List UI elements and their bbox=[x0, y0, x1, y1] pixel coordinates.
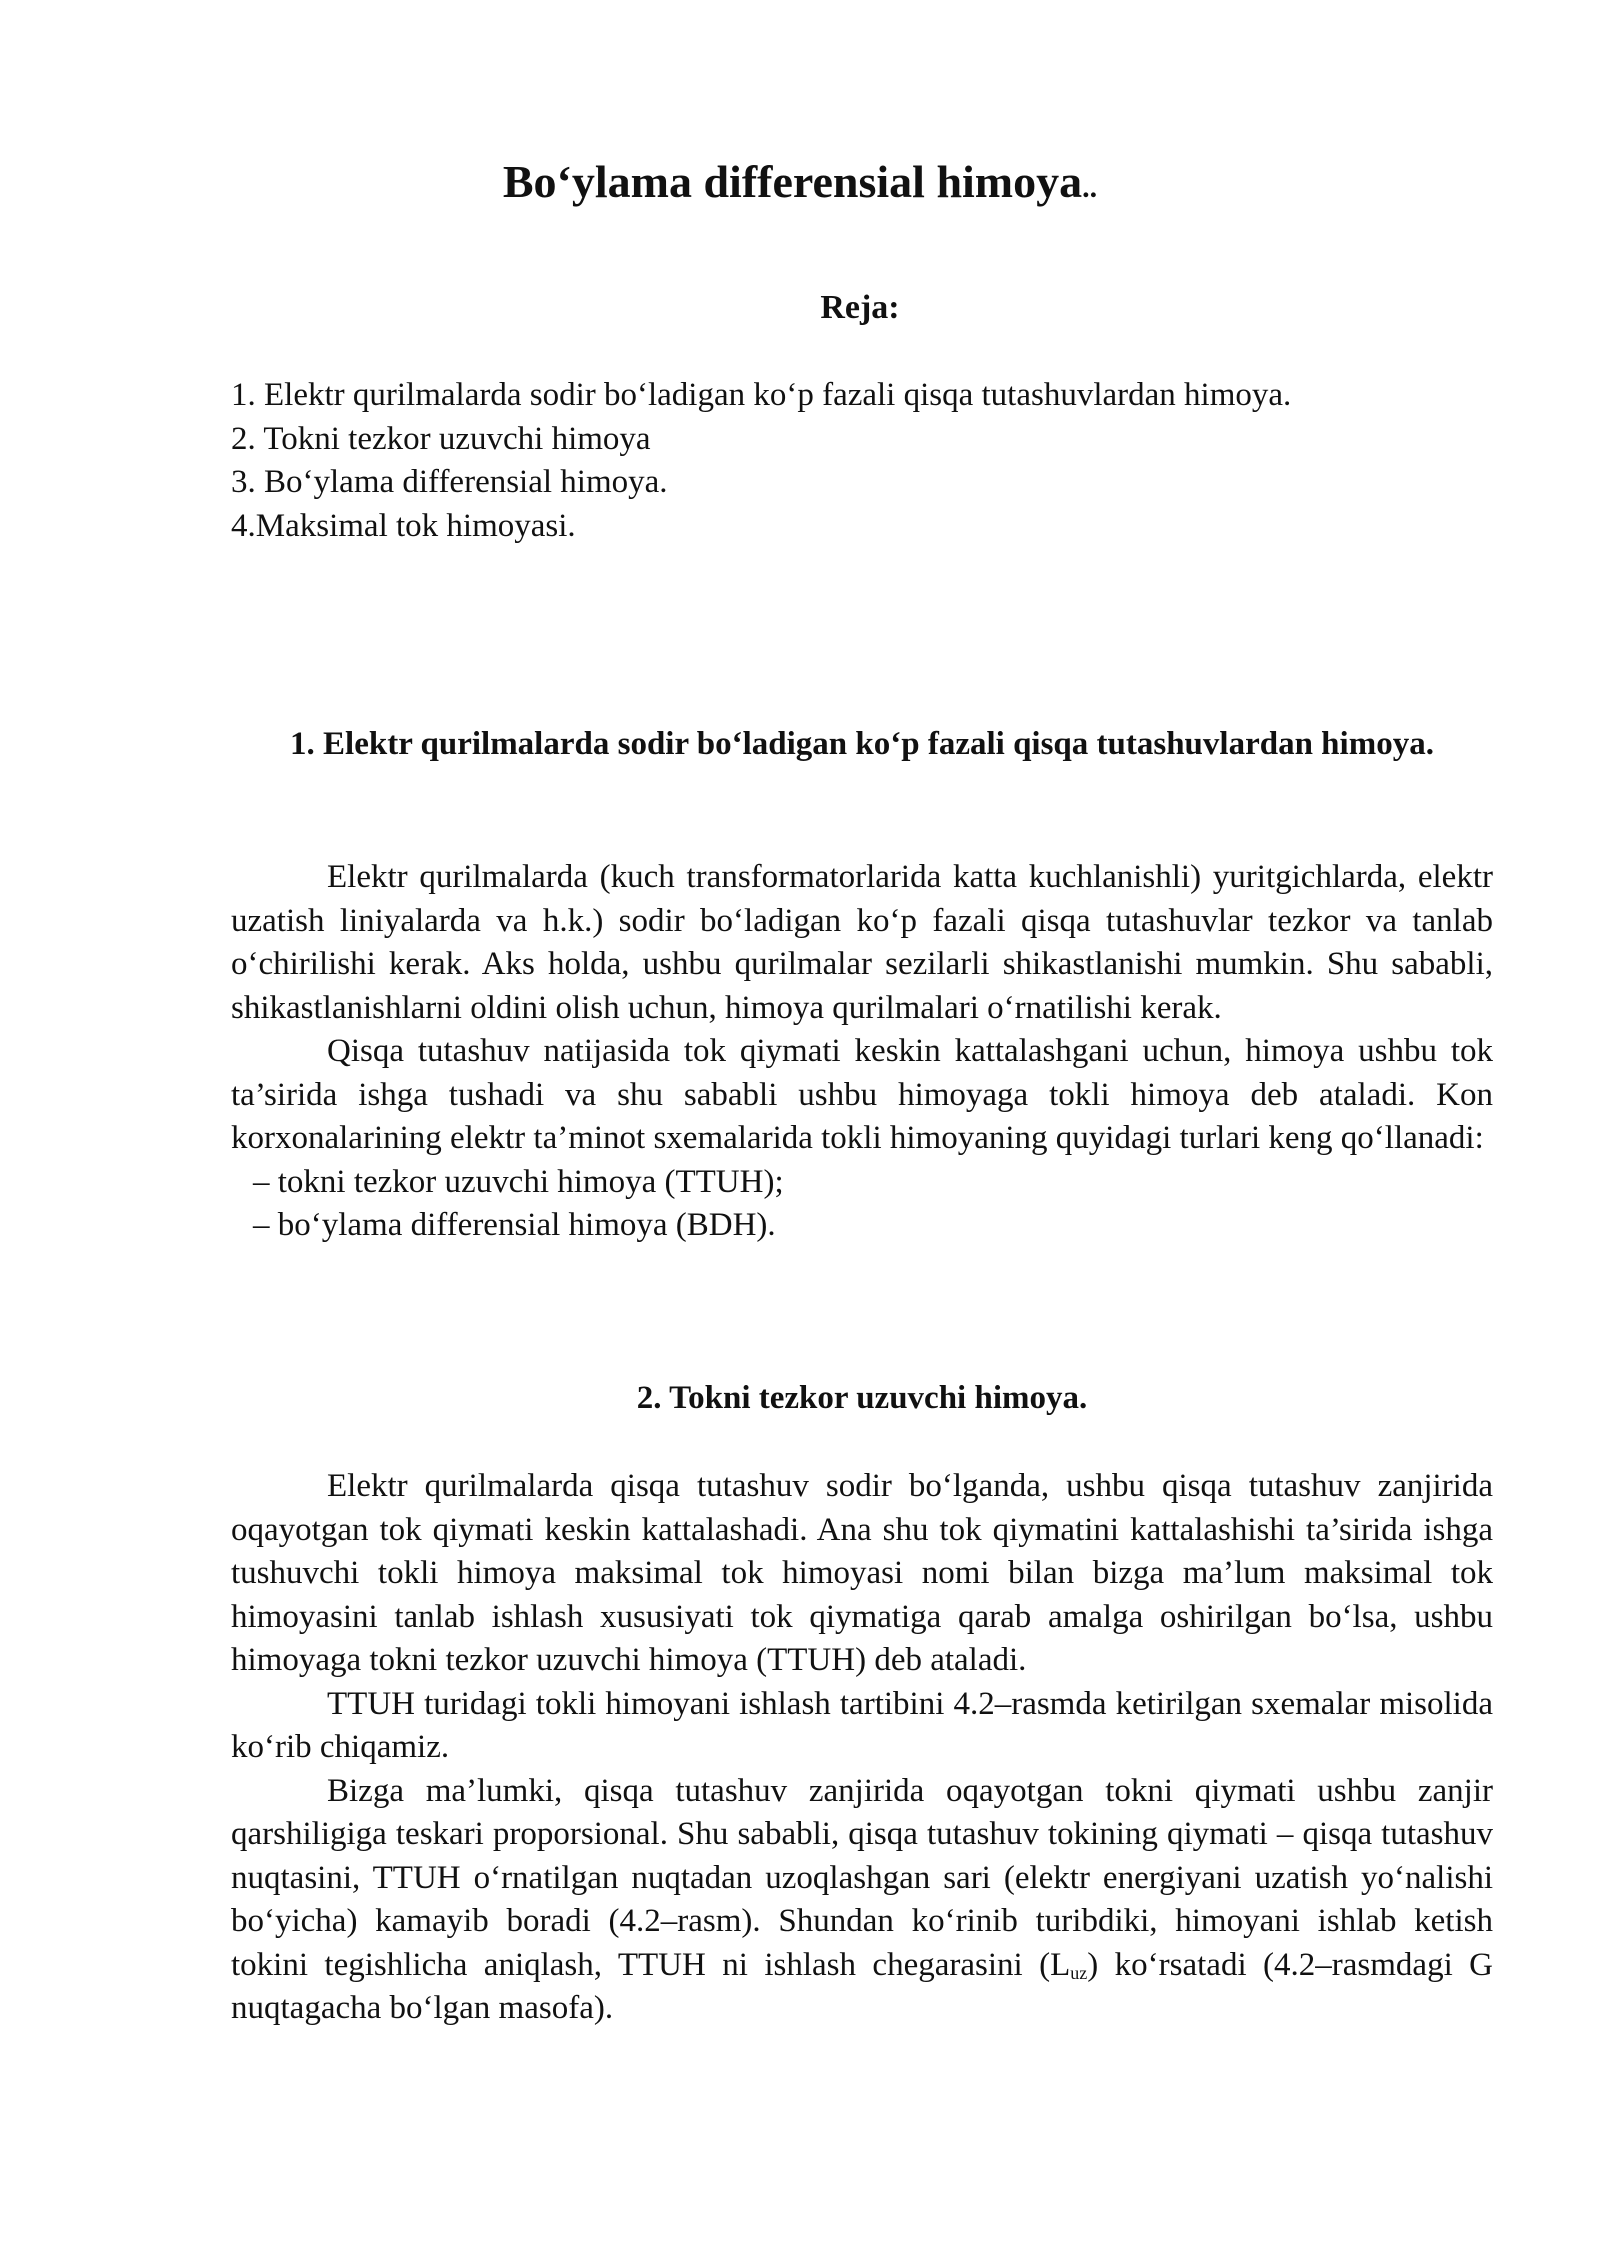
plan-list bbox=[231, 374, 1531, 548]
plan-item: 2. Tokni tezkor uzuvchi himoya bbox=[231, 420, 651, 457]
section-1-heading: 1. Elektr qurilmalarda sodir bo‘ladigan ko‘p fazali qisqa tutashuvlardan himoya. bbox=[290, 726, 1434, 762]
section-1-body bbox=[231, 856, 1493, 1248]
section-2-last-tail: ) ko‘rsatadi (4.2–rasmdagi G nuqtagacha bo‘lgan masofa). bbox=[231, 1946, 1494, 2026]
document-title bbox=[0, 152, 1600, 218]
plan-item: 1. Elektr qurilmalarda sodir bo‘ladigan ko‘p fazali qisqa tutashuvlardan himoya. bbox=[231, 377, 1292, 413]
section-2-paragraph: TTUH turidagi tokli himoyani ishlash tartibini 4.2–rasmda ketirilgan sxemalar misolida ko‘rib chiqamiz. bbox=[231, 1685, 1493, 1765]
section-2-paragraph: Elektr qurilmalarda qisqa tutashuv sodir bo‘lganda, ushbu qisqa tutashuv zanjirida oqayotgan tok qiymati keskin kattalashadi. Ana shu tok qiymatini kattalashishi ta’sirida ishga tushuvchi tokli himoya maksimal tok himoyasi nomi bilan bizga ma’lum maksimal tok himoyasini tanlab ishlash xususiyati tok qiymatiga qarab amalga oshirilgan bo‘lsa, ushbu himoyaga tokni tezkor uzuvchi himoya (TTUH) deb ataladi. bbox=[231, 1468, 1493, 1678]
l-uz-subscript: uz bbox=[1070, 1962, 1088, 1983]
plan-item: 4.Maksimal tok himoyasi. bbox=[231, 507, 576, 544]
plan-label: Reja: bbox=[820, 289, 900, 326]
section-1-list-item: – bo‘ylama differensial himoya (BDH). bbox=[253, 1207, 776, 1243]
section-1-paragraph: Qisqa tutashuv natijasida tok qiymati keskin kattalashgani uchun, himoya ushbu tok ta’sirida ishga tushadi va shu sababli ushbu himoyaga tokli himoya deb ataladi. Kon korxonalarining elektr ta’minot sxemalarida tokli himoyaning quyidagi turlari keng qo‘llanadi: bbox=[231, 1033, 1493, 1156]
section-2-body bbox=[231, 1465, 1493, 2031]
document-title-text: Bo‘ylama differensial himoya bbox=[502, 156, 1083, 207]
plan-item: 3. Bo‘ylama differensial himoya. bbox=[231, 464, 668, 500]
document-title-tail: .. bbox=[1082, 171, 1098, 204]
section-1-paragraph: Elektr qurilmalarda (kuch transformatorlarida katta kuchlanishli) yuritgichlarda, elektr uzatish liniyalarda va h.k.) sodir bo‘ladigan ko‘p fazali qisqa tutashuvlar tezkor va tanlab o‘chirilishi kerak. Aks holda, ushbu qurilmalar sezilarli shikastlanishi mumkin. Shu sababli, shikastlanishlarni oldini olish uchun, himoya qurilmalari o‘rnatilishi kerak. bbox=[231, 859, 1493, 1026]
section-2-heading: 2. Tokni tezkor uzuvchi himoya. bbox=[636, 1380, 1088, 1416]
section-2-last-text: Bizga ma’lumki, qisqa tutashuv zanjirida oqayotgan tokni qiymati ushbu zanjir qarshiligiga teskari proporsional. Shu sababli, qisqa tutashuv tokining qiymati – qisqa tutashuv nuqtasini, TTUH o‘rnatilgan nuqtadan uzoqlashgan sari (elektr energiyani uzatish yo‘nalishi bo‘yicha) kamayib boradi (4.2–rasm). Shundan ko‘rinib turibdiki, himoyani ishlab ketish tokini tegishlicha aniqlash, TTUH ni ishlash chegarasini (L bbox=[231, 1772, 1493, 1983]
section-1-list-item: – tokni tezkor uzuvchi himoya (TTUH); bbox=[253, 1163, 784, 1200]
section-2-paragraph-last bbox=[231, 1770, 1493, 2031]
